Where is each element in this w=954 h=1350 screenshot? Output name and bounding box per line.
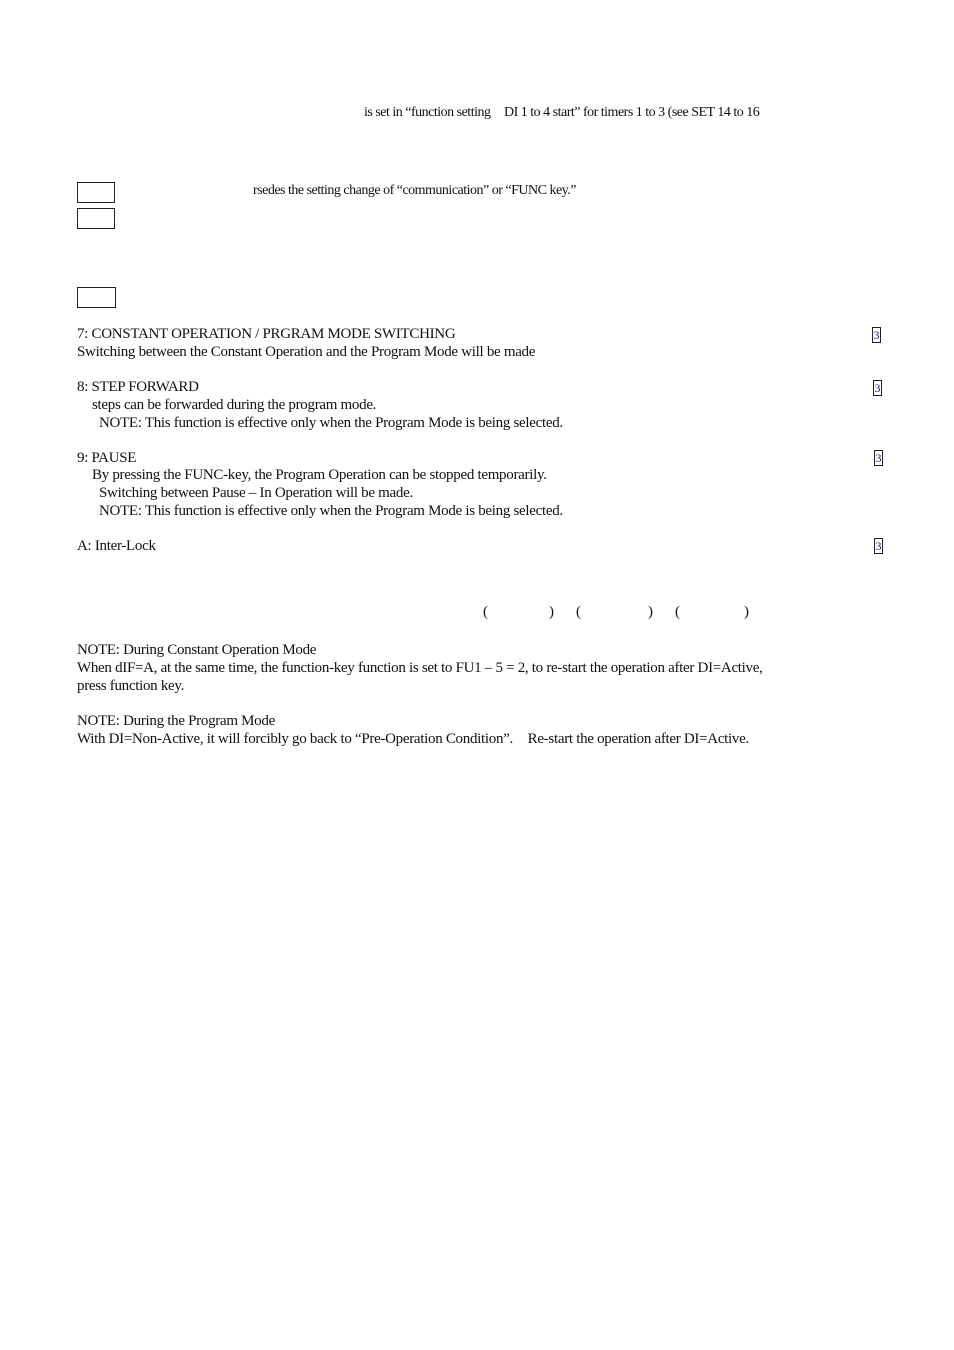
section-9-line-1: By pressing the FUNC-key, the Program Operation can be stopped temporarily. bbox=[92, 467, 547, 483]
paren-open-2: ( bbox=[576, 604, 581, 620]
paren-open-1: ( bbox=[483, 604, 488, 620]
paren-close-3: ) bbox=[744, 604, 749, 620]
section-8-line-1: steps can be forwarded during the program mode. bbox=[92, 397, 377, 413]
empty-box-1 bbox=[77, 182, 115, 203]
section-7-heading: 7: CONSTANT OPERATION / PRGRAM MODE SWITCHING bbox=[77, 326, 456, 342]
paren-open-3: ( bbox=[675, 604, 680, 620]
section-7-ref[interactable]: 3 bbox=[873, 328, 880, 342]
top-line: is set in “function setting DI 1 to 4 start” for timers 1 to 3 (see SET 14 to 16 bbox=[364, 105, 760, 120]
section-a-heading: A: Inter-Lock bbox=[77, 538, 156, 554]
section-7-line-1: Switching between the Constant Operation and the Program Mode will be made bbox=[77, 344, 536, 360]
note-program-line-1: With DI=Non-Active, it will forcibly go back to “Pre-Operation Condition”. Re-start the operation after DI=Active. bbox=[77, 731, 749, 747]
note-constant-title: NOTE: During Constant Operation Mode bbox=[77, 642, 317, 658]
section-9-heading: 9: PAUSE bbox=[77, 450, 137, 466]
section-8-ref[interactable]: 3 bbox=[874, 381, 881, 395]
note-program-title: NOTE: During the Program Mode bbox=[77, 713, 275, 729]
supersede-line: rsedes the setting change of “communication” or “FUNC key.” bbox=[253, 183, 576, 198]
empty-box-2 bbox=[77, 208, 115, 229]
section-9-line-3: NOTE: This function is effective only when the Program Mode is being selected. bbox=[99, 503, 563, 519]
section-8-heading: 8: STEP FORWARD bbox=[77, 379, 199, 395]
empty-box-3 bbox=[77, 287, 116, 308]
section-a-ref[interactable]: 3 bbox=[875, 539, 882, 553]
note-constant-line-1: When dIF=A, at the same time, the function-key function is set to FU1 – 5 = 2, to re-start the operation after DI=Active, bbox=[77, 660, 763, 676]
paren-close-2: ) bbox=[648, 604, 653, 620]
section-8-line-2: NOTE: This function is effective only when the Program Mode is being selected. bbox=[99, 415, 563, 431]
note-constant-line-2: press function key. bbox=[77, 678, 185, 694]
section-9-line-2: Switching between Pause – In Operation will be made. bbox=[99, 485, 413, 501]
paren-close-1: ) bbox=[549, 604, 554, 620]
section-9-ref[interactable]: 3 bbox=[875, 451, 882, 465]
